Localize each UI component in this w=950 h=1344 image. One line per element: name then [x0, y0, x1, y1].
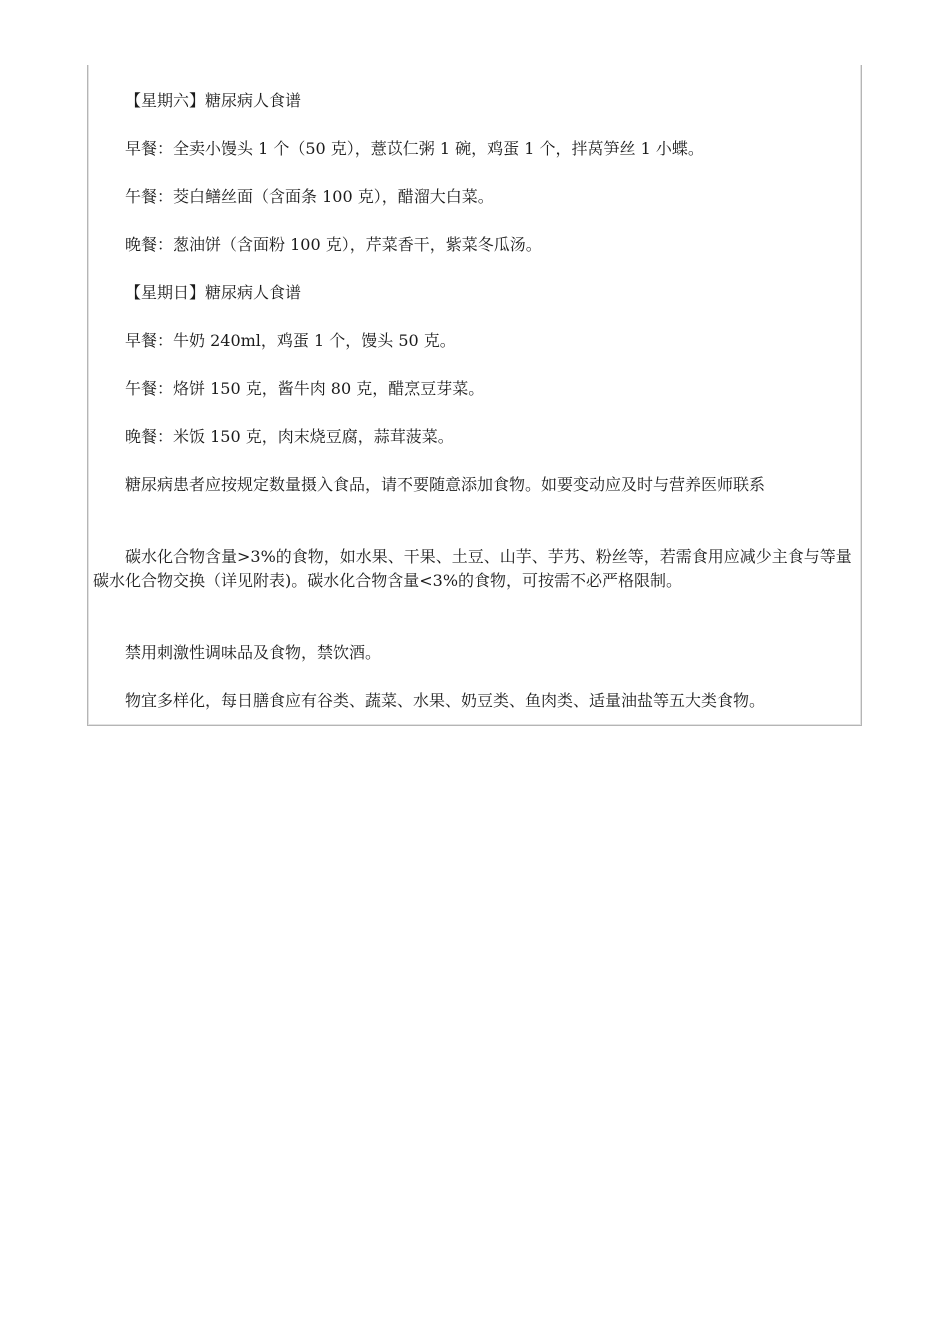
sunday-lunch: 午餐：烙饼 150 克，酱牛肉 80 克，醋烹豆芽菜。: [125, 379, 485, 398]
note-no-alcohol: 禁用刺激性调味品及食物，禁饮酒。: [125, 643, 382, 662]
saturday-breakfast: 早餐：全卖小馒头 1 个（50 克），薏苡仁粥 1 碗，鸡蛋 1 个，拌莴笋丝 1 小蝶。: [125, 139, 704, 158]
note-quantity: 糖尿病患者应按规定数量摄入食品，请不要随意添加食物。如要变动应及时与营养医师联系: [125, 475, 766, 494]
note-diversity: 物宜多样化，每日膳食应有谷类、蔬菜、水果、奶豆类、鱼肉类、适量油盐等五大类食物。: [125, 691, 766, 710]
sunday-breakfast: 早餐：牛奶 240ml，鸡蛋 1 个，馒头 50 克。: [125, 331, 456, 350]
sunday-dinner: 晚餐：米饭 150 克，肉末烧豆腐，蒜茸菠菜。: [125, 427, 454, 446]
document-content-box: [87, 65, 862, 726]
heading-sunday-menu: 【星期日】糖尿病人食谱: [125, 283, 302, 302]
saturday-lunch: 午餐：茭白鳝丝面（含面条 100 克），醋溜大白菜。: [125, 187, 494, 206]
saturday-dinner: 晚餐：葱油饼（含面粉 100 克），芹菜香干，紫菜冬瓜汤。: [125, 235, 542, 254]
heading-saturday-menu: 【星期六】糖尿病人食谱: [125, 91, 302, 110]
note-carbohydrate: 碳水化合物含量>3%的食物，如水果、干果、土豆、山芋、芋艿、粉丝等，若需食用应减少主食与等量碳水化合物交换（详见附表)。碳水化合物含量<3%的食物，可按需不必严格限制。: [93, 547, 852, 590]
